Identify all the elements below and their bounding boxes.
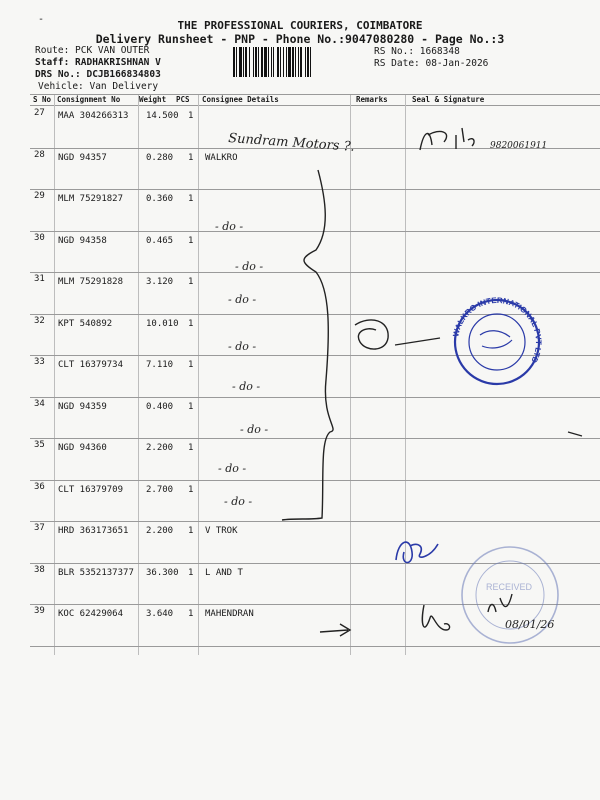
staff-label: Staff: RADHAKRISHNAN V [35,57,161,68]
row-sno: 29 [34,191,45,201]
row-weight: 10.010 [146,318,179,329]
row-consignee: L AND T [205,567,243,578]
table-row [0,191,600,233]
rs-info [374,46,488,69]
route-label: Route: PCK VAN OUTER [35,45,150,56]
row-pcs: 1 [188,526,194,536]
row-rule [30,604,600,605]
drs-label: DRS No.: DCJB166834803 [35,69,161,80]
table-row [0,274,600,316]
row-pcs: 1 [188,609,194,619]
col-consignee: Consignee Details [202,95,279,104]
row-rule [30,231,600,232]
corner-mark: - [38,14,45,25]
row-consignment: KOC 62429064 [58,609,124,619]
col-weight: Weight [139,95,167,104]
row-rule [30,148,600,149]
row-consignment: BLR 5352137377 [58,567,134,578]
row-rule [30,272,600,273]
row-consignment: MLM 75291828 [58,277,124,287]
row-sno: 35 [34,440,45,450]
row-weight: 0.360 [146,194,174,204]
row-sno: 38 [34,564,45,575]
row-weight: 36.300 [146,567,179,578]
row-pcs: 1 [188,443,194,453]
ditto-mark: - do - [224,495,253,508]
col-seal: Seal & Signature [412,95,485,104]
row-weight: 7.110 [146,360,174,370]
row-weight: 2.200 [146,526,174,536]
row-rule [30,480,600,481]
table-row [0,440,600,482]
table-row [0,399,600,441]
ditto-mark: - do - [232,380,261,393]
row-pcs: 1 [188,152,194,163]
received-date: 08/01/26 [505,618,555,631]
col-consignment: Consignment No [57,95,121,104]
ditto-mark: - do - [215,220,244,233]
row-consignment: KPT 540892 [58,318,113,329]
table-row [0,482,600,524]
row-sno: 39 [34,606,45,616]
row-rule [30,438,600,439]
row-rule [30,355,600,356]
ditto-mark: - do - [240,423,269,436]
row-consignee: V TROK [205,526,238,536]
table-row [0,357,600,399]
row-sno: 37 [34,523,45,533]
row-sno: 34 [34,398,45,409]
row-pcs: 1 [188,111,194,121]
row27-phone: 9820061911 [490,141,548,151]
ditto-mark: - do - [235,260,264,273]
company-stamp-text: WALKRO INTERNATIONAL PVT LTD [451,295,544,365]
row-pcs: 1 [188,277,194,287]
row-sno: 33 [34,357,45,367]
row-sno: 31 [34,274,45,284]
table-row [0,316,600,358]
row-consignee: WALKRO [205,152,238,163]
received-stamp-text: RECEIVED [486,582,533,592]
row-consignment: CLT 16379734 [58,360,124,370]
row-consignment: MAA 304266313 [58,111,129,121]
row-pcs: 1 [188,235,194,246]
company-title: THE PROFESSIONAL COURIERS, COIMBATORE [177,19,423,32]
table-row [0,523,600,565]
row-consignment: HRD 363173651 [58,526,129,536]
row-consignment: NGD 94359 [58,401,107,412]
row-weight: 0.465 [146,235,174,246]
rs-number: RS No.: 1668348 [374,46,460,57]
row-consignment: NGD 94360 [58,443,107,453]
row-pcs: 1 [188,360,194,370]
row-pcs: 1 [188,567,194,578]
row-sno: 27 [34,108,45,118]
row-weight: 3.640 [146,609,174,619]
row-consignment: NGD 94357 [58,152,107,163]
row-weight: 3.120 [146,277,174,287]
row-weight: 0.400 [146,401,174,412]
row27-note: Sundram Motors ?. [227,131,356,155]
row-weight: 2.700 [146,484,174,495]
row-sno: 28 [34,149,45,160]
ditto-mark: - do - [218,462,247,475]
row-consignee: MAHENDRAN [205,609,254,619]
row-rule [30,314,600,315]
col-pcs: PCS [176,95,190,104]
row-weight: 14.500 [146,111,179,121]
row-weight: 2.200 [146,443,174,453]
table-row [0,565,600,607]
header-bottom-rule [30,105,600,106]
header-top-rule [30,94,600,95]
row-consignment: CLT 16379709 [58,484,124,495]
table-row [0,108,600,150]
vehicle-label: Vehicle: Van Delivery [38,81,159,92]
col-remarks: Remarks [356,95,388,104]
row-pcs: 1 [188,318,194,329]
runsheet-subtitle: Delivery Runsheet - PNP - Phone No.:9047080280 - Page No.:3 [95,32,505,46]
row-rule [30,521,600,522]
row-rule [30,646,600,647]
row-rule [30,563,600,564]
barcode-image [233,47,369,77]
ditto-mark: - do - [228,293,257,306]
row-pcs: 1 [188,484,194,495]
table-row [0,606,600,648]
row-weight: 0.280 [146,152,174,163]
ditto-mark: - do - [228,340,257,353]
row-sno: 32 [34,315,45,326]
row-consignment: NGD 94358 [58,235,107,246]
row-consignment: MLM 75291827 [58,194,124,204]
table-row [0,150,600,192]
table-row [0,233,600,275]
row-rule [30,189,600,190]
row-sno: 36 [34,481,45,492]
row-sno: 30 [34,232,45,243]
row-rule [30,397,600,398]
col-sno: S No [33,95,52,104]
row-pcs: 1 [188,401,194,412]
rs-date: RS Date: 08-Jan-2026 [374,57,489,69]
row-pcs: 1 [188,194,194,204]
